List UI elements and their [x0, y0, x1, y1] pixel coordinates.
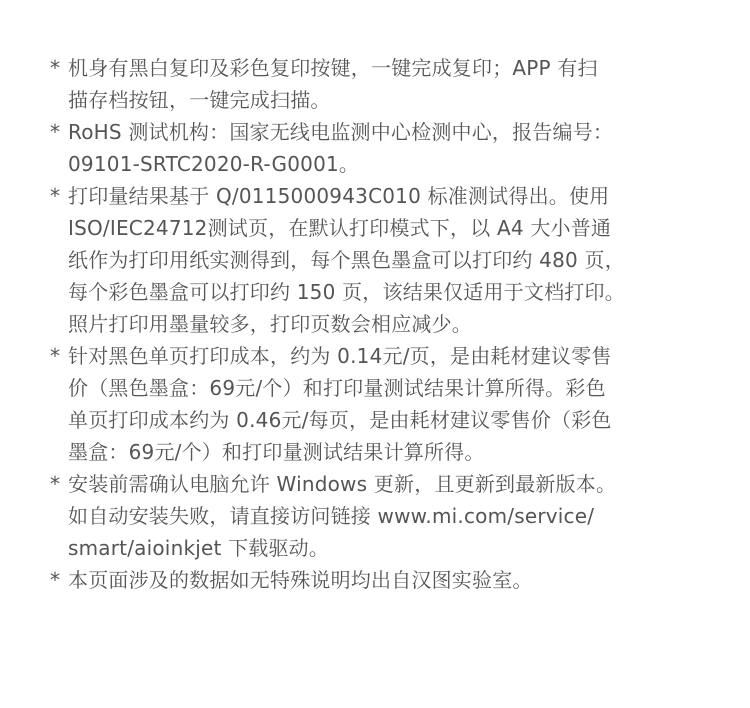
footnote-line: 针对黑色单页打印成本，约为 0.14元/页，是由耗材建议零售 — [68, 344, 612, 368]
footnote-line: 单页打印成本约为 0.46元/每页，是由耗材建议零售价（彩色 — [68, 408, 612, 432]
footnote-line: RoHS 测试机构：国家无线电监测中心检测中心，报告编号： — [68, 120, 614, 144]
footnote-line: 安装前需确认电脑允许 Windows 更新，且更新到最新版本。 — [68, 472, 617, 496]
footnote-line: 照片打印用墨量较多，打印页数会相应减少。 — [68, 312, 472, 336]
footnotes-list — [50, 52, 710, 596]
footnote-page-cost — [50, 340, 710, 468]
asterisk-bullet: * — [50, 184, 61, 208]
footnote-line: 打印量结果基于 Q/0115000943C010 标准测试得出。使用 — [68, 184, 610, 208]
footnote-data-source — [50, 564, 710, 596]
footnote-line: 09101-SRTC2020-R-G0001。 — [68, 152, 360, 176]
footnote-line: ISO/IEC24712测试页，在默认打印模式下，以 A4 大小普通 — [68, 216, 612, 240]
asterisk-bullet: * — [50, 56, 61, 80]
footnote-rohs — [50, 116, 710, 180]
footnote-line: smart/aioinkjet 下载驱动。 — [68, 536, 330, 560]
asterisk-bullet: * — [50, 344, 61, 368]
footnote-line: 墨盒：69元/个）和打印量测试结果计算所得。 — [68, 440, 485, 464]
footnote-line: 机身有黑白复印及彩色复印按键，一键完成复印；APP 有扫 — [68, 56, 598, 80]
asterisk-bullet: * — [50, 568, 61, 592]
asterisk-bullet: * — [50, 472, 61, 496]
footnote-line: 本页面涉及的数据如无特殊说明均出自汉图实验室。 — [68, 568, 533, 592]
footnote-line: 每个彩色墨盒可以打印约 150 页，该结果仅适用于文档打印。 — [68, 280, 625, 304]
footnote-line: 如自动安装失败，请直接访问链接 www.mi.com/service/ — [68, 504, 595, 528]
footnote-line: 价（黑色墨盒：69元/个）和打印量测试结果计算所得。彩色 — [68, 376, 606, 400]
footnote-line: 描存档按钮，一键完成扫描。 — [68, 88, 331, 112]
footnote-line: 纸作为打印用纸实测得到，每个黑色墨盒可以打印约 480 页， — [68, 248, 625, 272]
asterisk-bullet: * — [50, 120, 61, 144]
footnote-copy-buttons — [50, 52, 710, 116]
footnote-print-yield — [50, 180, 710, 340]
footnote-driver-install — [50, 468, 710, 564]
